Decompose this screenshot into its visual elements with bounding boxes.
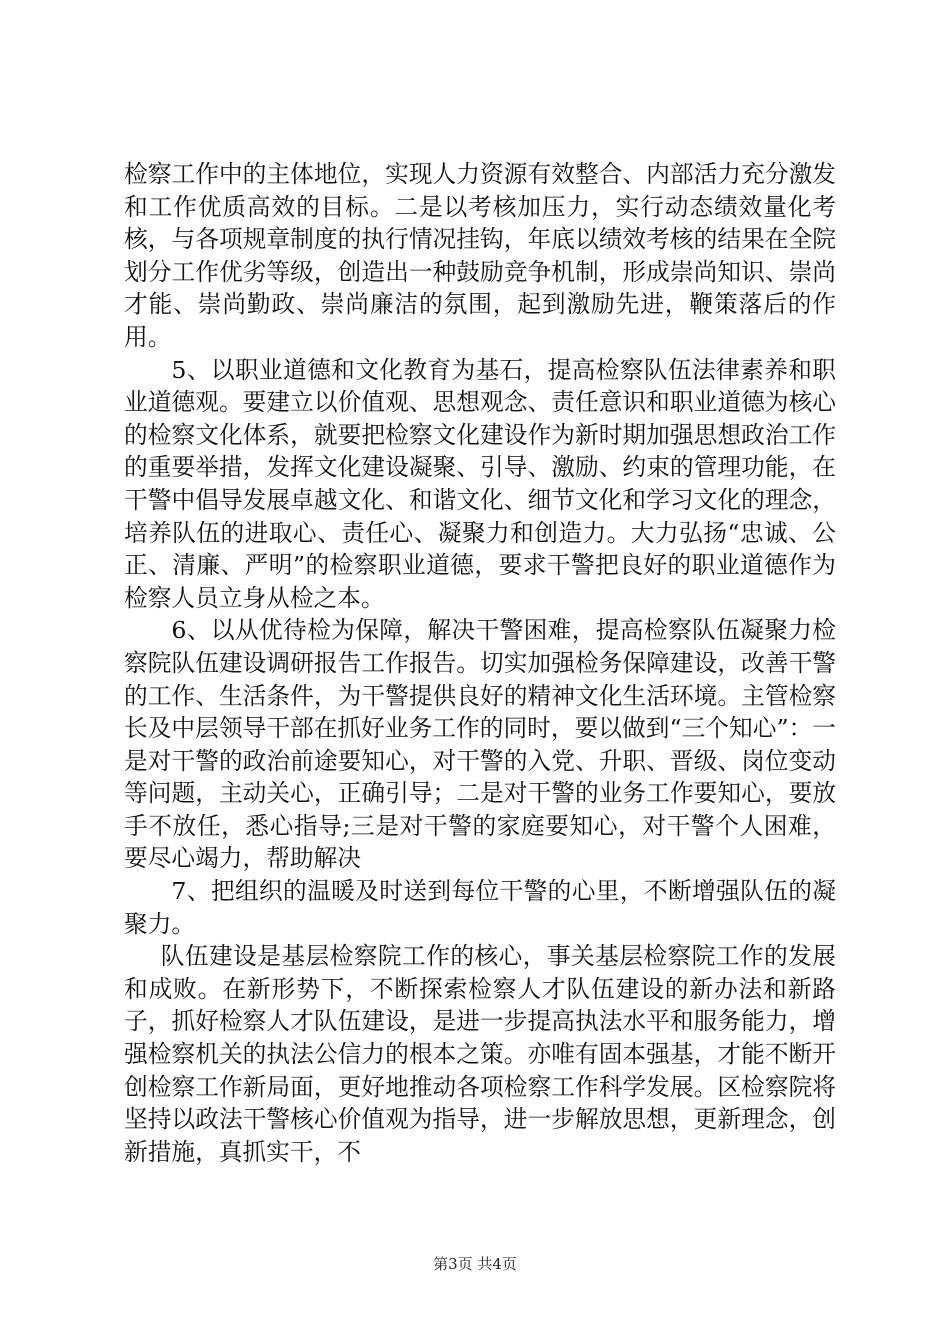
- paragraph-item-5: 5、以职业道德和文化教育为基石，提高检察队伍法律素养和职业道德观。要建立以价值观、思想观念、责任意识和职业道德为核心的检察文化体系，就要把检察文化建设作为新时期加强思想政治工作的重要举措，发挥文化建设凝聚、引导、激励、约束的管理功能，在干警中倡导发展卓越文化、和谐文化、细节文化和学习文化的理念，培养队伍的进取心、责任心、凝聚力和创造力。大力弘扬“忠诚、公正、清廉、严明”的检察职业道德，要求干警把良好的职业道德作为检察人员立身从检之本。: [124, 355, 836, 612]
- paragraph-item-7: 7、把组织的温暖及时送到每位干警的心里，不断增强队伍的凝聚力。: [124, 877, 836, 938]
- paragraph-continued: 检察工作中的主体地位，实现人力资源有效整合、内部活力充分激发和工作优质高效的目标。二是以考核加压力，实行动态绩效量化考核，与各项规章制度的执行情况挂钩，年底以绩效考核的结果在全院划分工作优劣等级，创造出一种鼓励竞争机制，形成崇尚知识、崇尚才能、崇尚勤政、崇尚廉洁的氛围，起到激励先进，鞭策落后的作用。: [124, 160, 836, 351]
- paragraph-conclusion: 队伍建设是基层检察院工作的核心，事关基层检察院工作的发展和成败。在新形势下，不断探索检察人才队伍建设的新办法和新路子，抓好检察人才队伍建设，是进一步提高执法水平和服务能力，增强检察机关的执法公信力的根本之策。亦唯有固本强基，才能不断开创检察工作新局面，更好地推动各项检察工作科学发展。区检察院将坚持以政法干警核心价值观为指导，进一步解放思想，更新理念，创新措施，真抓实干，不: [124, 942, 836, 1166]
- page-number-footer: 第3页 共4页: [433, 1255, 517, 1273]
- paragraph-item-6: 6、以从优待检为保障，解决干警困难，提高检察队伍凝聚力检察院队伍建设调研报告工作报告。切实加强检务保障建设，改善干警的工作、生活条件，为干警提供良好的精神文化生活环境。主管检察长及中层领导干部在抓好业务工作的同时，要以做到“三个知心”：一是对干警的政治前途要知心，对干警的入党、升职、晋级、岗位变动等问题，主动关心，正确引导；二是对干警的业务工作要知心，要放手不放任，悉心指导;三是对干警的家庭要知心，对干警个人困难，要尽心竭力，帮助解决: [124, 616, 836, 873]
- document-body: [124, 158, 836, 1168]
